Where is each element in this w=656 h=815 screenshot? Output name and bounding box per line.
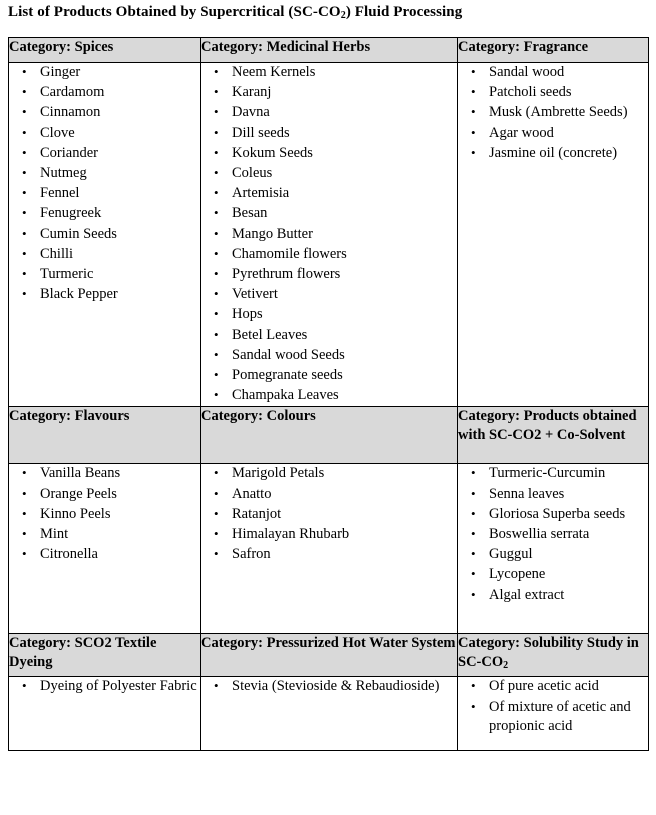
list-item: • Gloriosa Superba seeds (489, 505, 648, 524)
list-item: • Kokum Seeds (232, 144, 457, 163)
category-items-cell (458, 63, 649, 407)
products-table (8, 37, 649, 751)
category-header-cell (201, 407, 458, 464)
list-item: • Coleus (232, 164, 457, 183)
list-item: • Agar wood (489, 124, 648, 143)
list-item: • Vetivert (232, 285, 457, 304)
list-item: • Artemisia (232, 184, 457, 203)
list-item: • Coriander (40, 144, 200, 163)
list-item: • Cinnamon (40, 103, 200, 122)
table-header-row (9, 407, 649, 464)
category-items-cell (9, 63, 201, 407)
list-item: • Pomegranate seeds (232, 366, 457, 385)
category-header-label: Category: Fragrance (458, 39, 589, 55)
product-list (9, 63, 200, 304)
category-header-label: Category: SCO2 Textile Dyeing (9, 635, 157, 671)
list-item: • Safron (232, 545, 457, 564)
category-items-cell (9, 677, 201, 751)
category-header-cell (458, 634, 649, 677)
list-item: • Nutmeg (40, 164, 200, 183)
category-header-label: Category: Flavours (9, 408, 130, 425)
category-header-cell (9, 38, 201, 63)
list-item: • Mint (40, 525, 200, 544)
list-item: • Neem Kernels (232, 63, 457, 82)
category-header-label: Category: Products obtained with SC-CO2 + Co-Solvent (458, 408, 637, 444)
category-header-subscript: 2 (503, 660, 509, 672)
list-item: • Of pure acetic acid (489, 677, 648, 696)
list-item: • Patcholi seeds (489, 83, 648, 102)
list-item: • Stevia (Stevioside & Rebaudioside) (232, 677, 457, 696)
list-item: • Karanj (232, 83, 457, 102)
product-list (201, 464, 457, 564)
list-item: • Fennel (40, 184, 200, 203)
category-header-cell (458, 38, 649, 63)
table-row (9, 464, 649, 634)
list-item: • Black Pepper (40, 285, 200, 304)
category-items-cell (201, 677, 458, 751)
category-items-cell (201, 464, 458, 634)
page-title (8, 4, 462, 21)
table-row (9, 677, 649, 751)
list-item: • Pyrethrum flowers (232, 265, 457, 284)
category-header-label: Category: Medicinal Herbs (201, 39, 371, 55)
list-item: • Ratanjot (232, 505, 457, 524)
category-header-cell (201, 38, 458, 63)
list-item: • Fenugreek (40, 204, 200, 223)
list-item: • Sandal wood Seeds (232, 346, 457, 365)
category-items-cell (458, 677, 649, 751)
list-item: • Cumin Seeds (40, 225, 200, 244)
list-item: • Marigold Petals (232, 464, 457, 483)
list-item: • Orange Peels (40, 485, 200, 504)
product-list (9, 464, 200, 564)
list-item: • Dyeing of Polyester Fabric (40, 677, 200, 696)
category-header-cell (9, 634, 201, 677)
list-item: • Mango Butter (232, 225, 457, 244)
page-title-text-after: ) Fluid Processing (345, 4, 463, 20)
category-header-cell (458, 407, 649, 464)
table-row (9, 63, 649, 407)
product-list (201, 677, 457, 696)
product-list (9, 677, 200, 696)
list-item: • Besan (232, 204, 457, 223)
category-header-label: Category: Spices (9, 39, 114, 55)
list-item: • Vanilla Beans (40, 464, 200, 483)
list-item: • Lycopene (489, 565, 648, 584)
list-item: • Turmeric-Curcumin (489, 464, 648, 483)
list-item: • Chilli (40, 245, 200, 264)
list-item: • Senna leaves (489, 485, 648, 504)
table-header-row (9, 38, 649, 63)
list-item: • Citronella (40, 545, 200, 564)
list-item: • Champaka Leaves (232, 386, 457, 405)
list-item: • Cardamom (40, 83, 200, 102)
list-item: • Guggul (489, 545, 648, 564)
list-item: • Kinno Peels (40, 505, 200, 524)
list-item: • Turmeric (40, 265, 200, 284)
category-header-label: Category: Pressurized Hot Water System (201, 635, 456, 652)
list-item: • Anatto (232, 485, 457, 504)
list-item: • Himalayan Rhubarb (232, 525, 457, 544)
category-items-cell (458, 464, 649, 634)
product-list (201, 63, 457, 405)
list-item: • Betel Leaves (232, 326, 457, 345)
list-item: • Of mixture of acetic and propionic acid (489, 698, 648, 736)
product-list (458, 677, 648, 736)
category-header-cell (9, 407, 201, 464)
product-list (458, 464, 648, 604)
category-header-label: Category: Solubility Study in SC-CO (458, 635, 639, 671)
list-item: • Clove (40, 124, 200, 143)
list-item: • Boswellia serrata (489, 525, 648, 544)
table-header-row (9, 634, 649, 677)
list-item: • Davna (232, 103, 457, 122)
category-header-cell (201, 634, 458, 677)
list-item: • Ginger (40, 63, 200, 82)
category-header-label: Category: Colours (201, 408, 316, 425)
list-item: • Algal extract (489, 586, 648, 605)
product-list (458, 63, 648, 163)
list-item: • Musk (Ambrette Seeds) (489, 103, 648, 122)
list-item: • Chamomile flowers (232, 245, 457, 264)
list-item: • Dill seeds (232, 124, 457, 143)
category-items-cell (9, 464, 201, 634)
page-title-subscript: 2 (340, 10, 346, 21)
list-item: • Hops (232, 305, 457, 324)
category-items-cell (201, 63, 458, 407)
page-title-text-before: List of Products Obtained by Supercritical (SC-CO (8, 4, 341, 20)
list-item: • Sandal wood (489, 63, 648, 82)
list-item: • Jasmine oil (concrete) (489, 144, 648, 163)
